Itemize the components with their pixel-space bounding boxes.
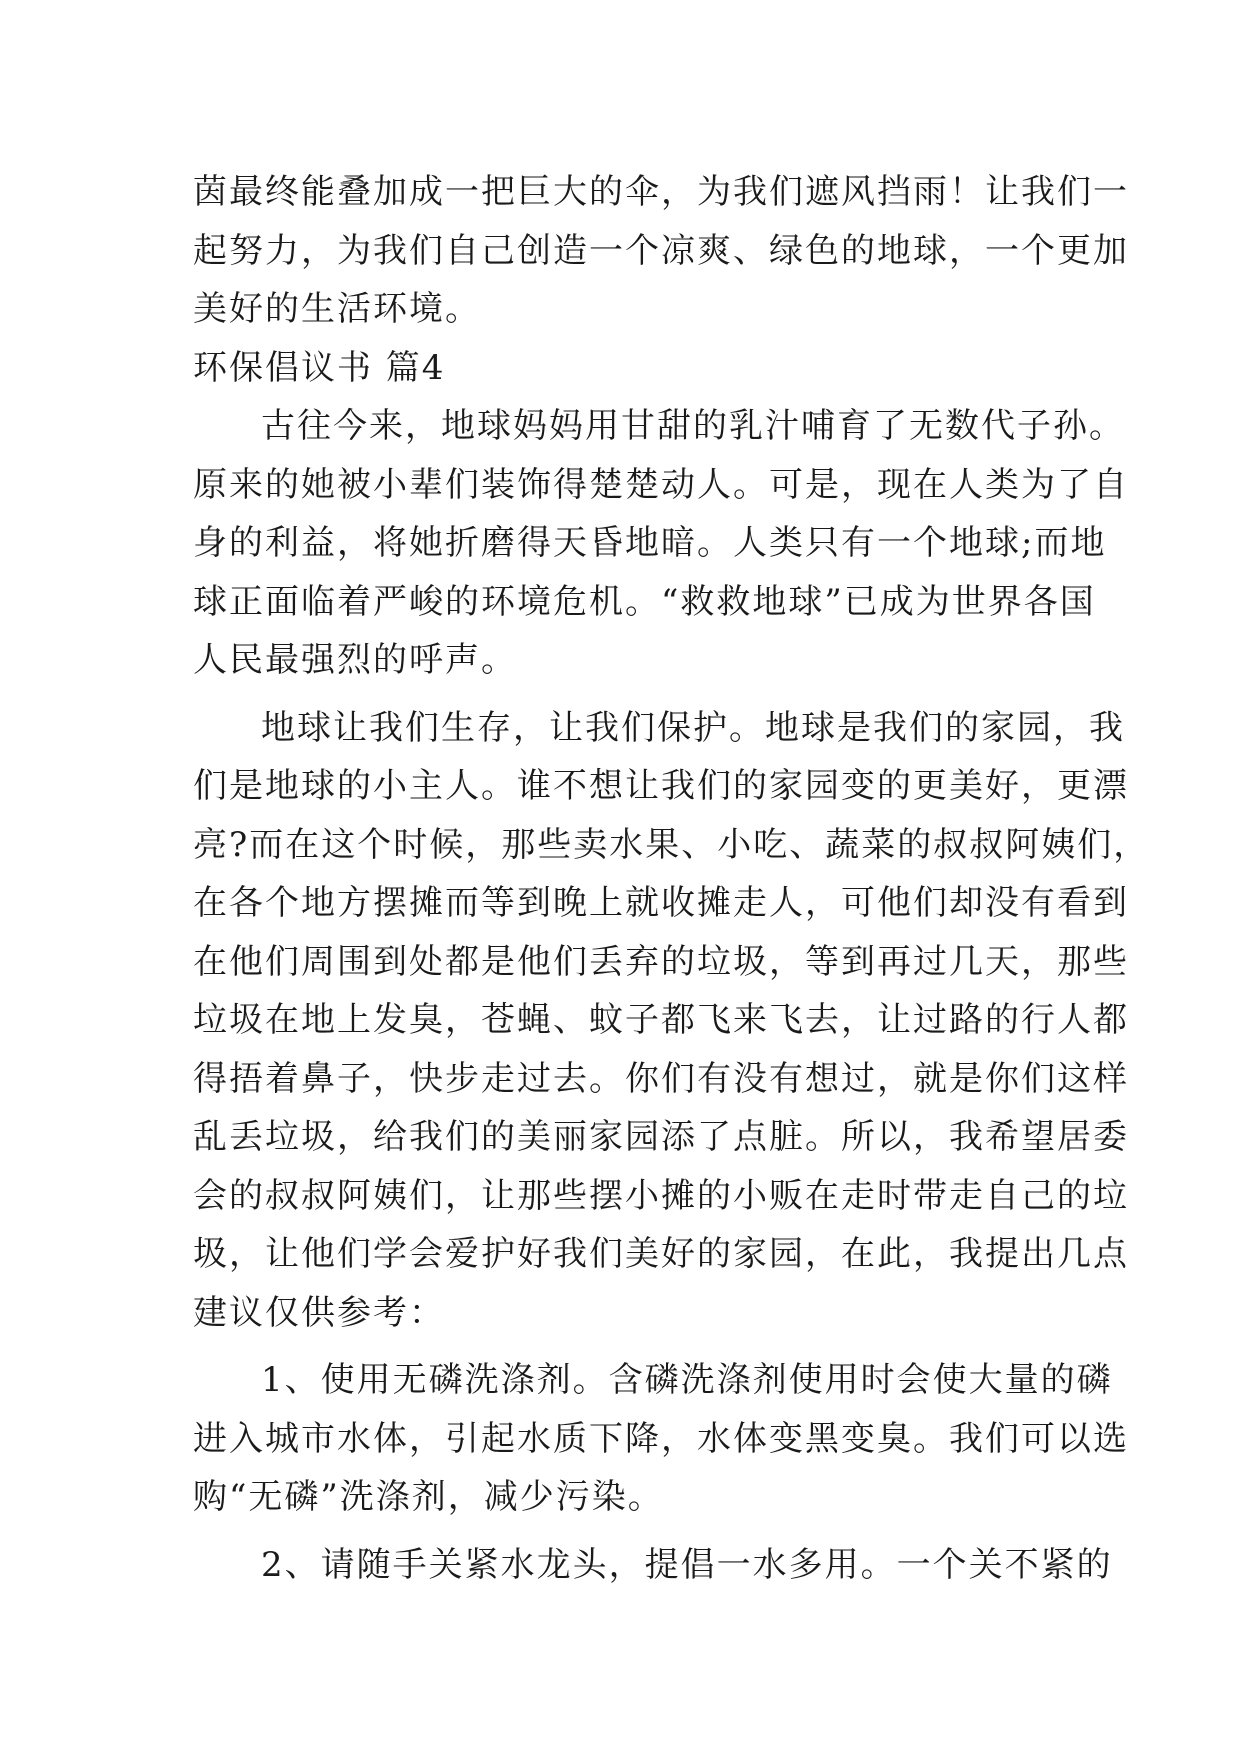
paragraph-first-line: 古往今来，地球妈妈用甘甜的乳汁哺育了无数代子孙。 bbox=[261, 406, 1125, 446]
text-line: 在他们周围到处都是他们丢弃的垃圾，等到再过几天，那些 bbox=[193, 941, 1129, 982]
section-heading: 环保倡议书 篇4 bbox=[193, 347, 446, 388]
list-item-first-line: 2、请随手关紧水龙头，提倡一水多用。一个关不紧的 bbox=[261, 1544, 1113, 1585]
text-line: 人民最强烈的呼声。 bbox=[193, 640, 517, 680]
text-line: 身的利益，将她折磨得天昏地暗。人类只有一个地球;而地 bbox=[193, 523, 1107, 563]
text-line: 建议仅供参考： bbox=[193, 1292, 445, 1333]
text-line: 球正面临着严峻的环境危机。“救救地球”已成为世界各国 bbox=[193, 581, 1096, 622]
text-line: 会的叔叔阿姨们，让那些摆小摊的小贩在走时带走自己的垃 bbox=[193, 1175, 1129, 1216]
text-line: 圾，让他们学会爱护好我们美好的家园，在此，我提出几点 bbox=[193, 1234, 1129, 1274]
text-line: 们是地球的小主人。谁不想让我们的家园变的更美好，更漂 bbox=[193, 766, 1129, 806]
text-line: 原来的她被小辈们装饰得楚楚动人。可是，现在人类为了自 bbox=[193, 464, 1129, 505]
text-line: 乱丢垃圾，给我们的美丽家园添了点脏。所以，我希望居委 bbox=[193, 1117, 1129, 1157]
text-line: 茵最终能叠加成一把巨大的伞，为我们遮风挡雨！让我们一 bbox=[193, 172, 1129, 212]
text-line: 得捂着鼻子，快步走过去。你们有没有想过，就是你们这样 bbox=[193, 1058, 1129, 1099]
text-line: 起努力，为我们自己创造一个凉爽、绿色的地球，一个更加 bbox=[193, 230, 1129, 271]
text-line: 垃圾在地上发臭，苍蝇、蚊子都飞来飞去，让过路的行人都 bbox=[193, 1000, 1129, 1040]
list-item-first-line: 1、使用无磷洗涤剂。含磷洗涤剂使用时会使大量的磷 bbox=[261, 1360, 1113, 1400]
text-line: 进入城市水体，引起水质下降，水体变黑变臭。我们可以选 bbox=[193, 1418, 1129, 1459]
document-body bbox=[193, 163, 1150, 1594]
text-line: 在各个地方摆摊而等到晚上就收摊走人，可他们却没有看到 bbox=[193, 883, 1129, 923]
text-line: 购“无磷”洗涤剂，减少污染。 bbox=[193, 1477, 664, 1517]
text-line: 亮?而在这个时候，那些卖水果、小吃、蔬菜的叔叔阿姨们， bbox=[193, 824, 1150, 865]
text-line: 美好的生活环境。 bbox=[193, 289, 481, 329]
paragraph-first-line: 地球让我们生存，让我们保护。地球是我们的家园，我 bbox=[261, 707, 1125, 748]
